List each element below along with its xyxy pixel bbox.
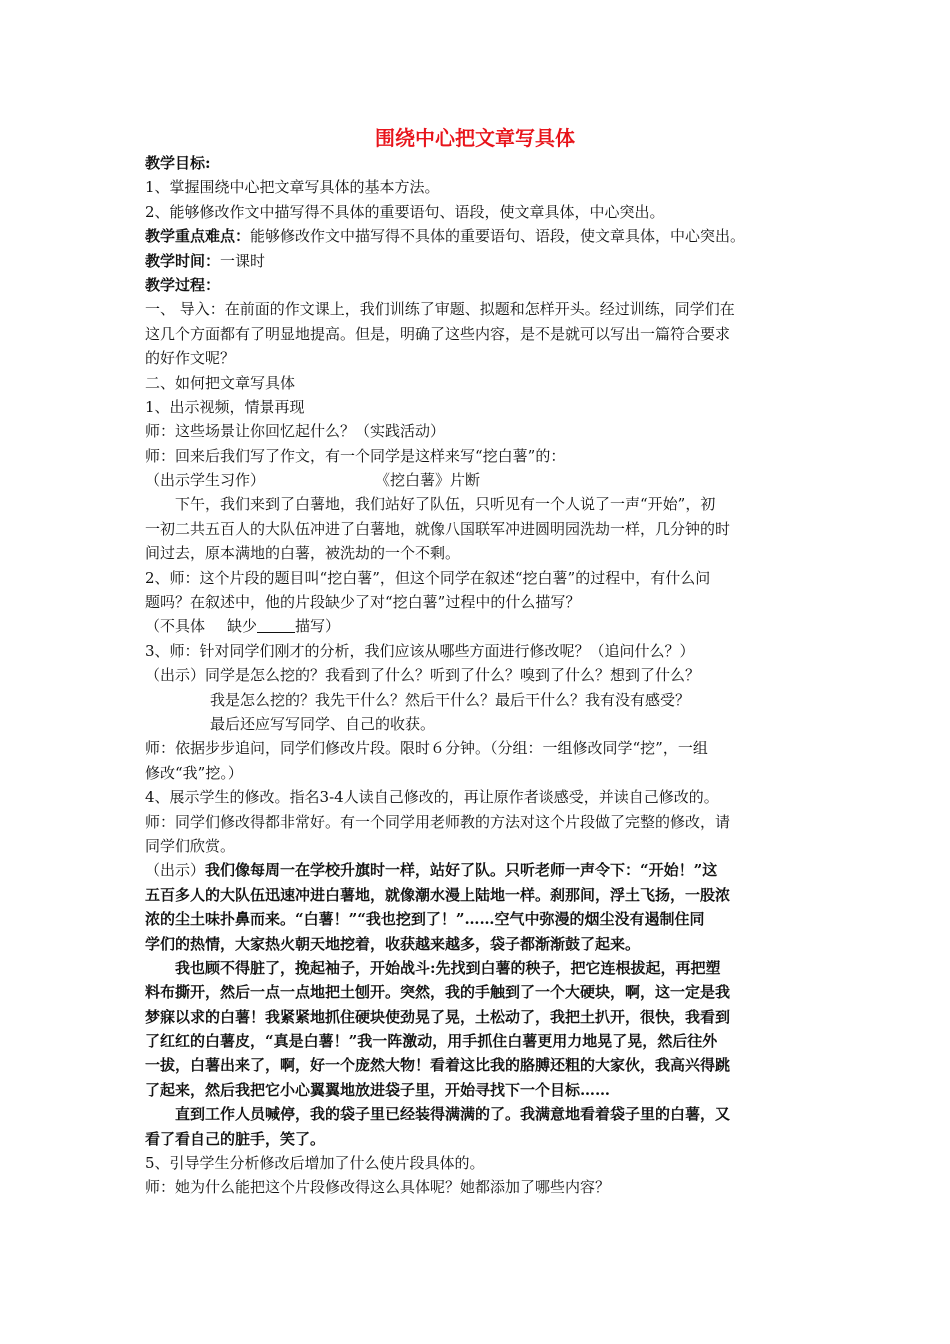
paragraph-line: 同学们欣赏。	[145, 836, 236, 855]
paragraph-line: 这几个方面都有了明显地提高。但是，明确了这些内容，是不是就可以写出一篇符合要求	[145, 324, 731, 343]
paragraph-line: 2、能够修改作文中描写得不具体的重要语句、语段，使文章具体，中心突出。	[145, 202, 665, 221]
paragraph-line: 一、 导入：在前面的作文课上，我们训练了审题、拟题和怎样开头。经过训练，同学们在	[145, 300, 735, 319]
revised-passage-line: 浓的尘土味扑鼻而来。“白薯！”“我也挖到了！”……空气中弥漫的烟尘没有遏制住同	[145, 910, 705, 929]
paragraph-line: 修改“我”挖。）	[145, 763, 243, 782]
document-title: 围绕中心把文章写具体	[375, 126, 575, 150]
paragraph-line: 师：同学们修改得都非常好。有一个同学用老师教的方法对这个片段做了完整的修改，请	[145, 812, 731, 831]
fill-blank-underline	[257, 616, 295, 633]
paragraph-line: 最后还应写写同学、自己的收获。	[210, 714, 436, 733]
paragraph-line: （出示）同学是怎么挖的？我看到了什么？听到了什么？嗅到了什么？想到了什么？	[145, 666, 701, 685]
document-body	[145, 151, 815, 1200]
paragraph-line: 一初二共五百人的大队伍冲进了白薯地，就像八国联军冲进圆明园洗劫一样，几分钟的时	[145, 519, 731, 538]
paragraph-line: 师：这些场景让你回忆起什么？（实践活动）	[145, 422, 446, 441]
time-line	[145, 249, 815, 273]
paragraph-line: 我是怎么挖的？我先干什么？然后干什么？最后干什么？我有没有感受？	[210, 690, 691, 709]
paragraph-line: 师：她为什么能把这个片段修改得这么具体呢？她都添加了哪些内容？	[145, 1178, 611, 1197]
student-work-title: 《挖白薯》片断	[375, 471, 481, 490]
revised-passage-line: 了起来，然后我把它小心翼翼地放进袋子里，开始寻找下一个目标……	[145, 1080, 611, 1099]
paragraph-line: 1、掌握围绕中心把文章写具体的基本方法。	[145, 178, 440, 197]
paragraph-line: 3、师：针对同学们刚才的分析，我们应该从哪些方面进行修改呢？（追问什么？）	[145, 641, 695, 660]
paragraph-line: 4、展示学生的修改。指名3-4人读自己修改的，再让原作者谈感受，并读自己修改的。	[145, 788, 719, 807]
section-heading-process: 教学过程：	[145, 275, 221, 294]
revised-passage-line: 了红红的白薯皮，“真是白薯！”我一阵激动，用手抓住白薯更用力地晃了晃，然后往外	[145, 1032, 718, 1051]
paragraph-line: 的好作文呢？	[145, 349, 236, 368]
revised-passage-text: 我们像每周一在学校升旗时一样，站好了队。只听老师一声令下：“开始！”这	[205, 861, 718, 880]
student-work-header	[145, 468, 815, 492]
revised-passage-line: 学们的热情，大家热火朝天地挖着，收获越来越多，袋子都渐渐鼓了起来。	[145, 934, 641, 953]
revised-passage-label: （出示）	[145, 861, 206, 880]
paragraph-line: 下午，我们来到了白薯地，我们站好了队伍，只听见有一个人说了一声“开始”，初	[175, 495, 716, 514]
revised-passage-line: 一拔，白薯出来了，啊，好一个庞然大物！看着这比我的胳膊还粗的大家伙，我高兴得跳	[145, 1056, 731, 1075]
fill-blank-suffix: 描写）	[295, 617, 341, 636]
section-heading-objectives: 教学目标:	[145, 154, 211, 172]
paragraph-line: 师：回来后我们写了作文，有一个同学是这样来写“挖白薯”的：	[145, 446, 566, 465]
student-work-label: （出示学生习作）	[145, 471, 266, 490]
time-label: 教学时间：	[145, 251, 221, 270]
revised-passage-line: 五百多人的大队伍迅速冲进白薯地，就像潮水漫上陆地一样。刹那间，浮土飞扬，一股浓	[145, 885, 731, 904]
fill-blank-prefix: （不具体	[145, 617, 206, 636]
time-text: 一课时	[220, 251, 266, 270]
revised-passage-line: 看了看自己的脏手，笑了。	[145, 1129, 326, 1148]
paragraph-line: 5、引导学生分析修改后增加了什么使片段具体的。	[145, 1154, 485, 1173]
key-points-label: 教学重点难点：	[145, 227, 251, 246]
revised-passage-line: 我也顾不得脏了，挽起袖子，开始战斗:先找到白薯的秧子，把它连根拔起，再把塑	[175, 958, 721, 977]
fill-blank-line	[145, 614, 815, 638]
revised-passage-start	[145, 858, 815, 882]
paragraph-line: 二、如何把文章写具体	[145, 373, 296, 392]
paragraph-line: 题吗？在叙述中，他的片段缺少了对“挖白薯”过程中的什么描写？	[145, 593, 581, 612]
paragraph-line: 师：依据步步追问，同学们修改片段。限时６分钟。（分组：一组修改同学“挖”，一组	[145, 739, 708, 758]
paragraph-line: 2、师：这个片段的题目叫“挖白薯”，但这个同学在叙述“挖白薯”的过程中，有什么问	[145, 568, 711, 587]
key-points-line	[145, 224, 815, 248]
paragraph-line: 间过去，原本满地的白薯，被洗劫的一个不剩。	[145, 544, 461, 563]
revised-passage-line: 料布撕开，然后一点一点地把土刨开。突然，我的手触到了一个大硬块，啊，这一定是我	[145, 983, 731, 1002]
revised-passage-line: 梦寐以求的白薯！我紧紧地抓住硬块使劲晃了晃，土松动了，我把土扒开，很快，我看到	[145, 1007, 731, 1026]
revised-passage-line: 直到工作人员喊停，我的袋子里已经装得满满的了。我满意地看着袋子里的白薯，又	[175, 1105, 731, 1124]
paragraph-line: 1、出示视频，情景再现	[145, 397, 305, 416]
key-points-text: 能够修改作文中描写得不具体的重要语句、语段，使文章具体，中心突出。	[250, 227, 746, 246]
fill-blank-lack: 缺少	[227, 617, 258, 636]
